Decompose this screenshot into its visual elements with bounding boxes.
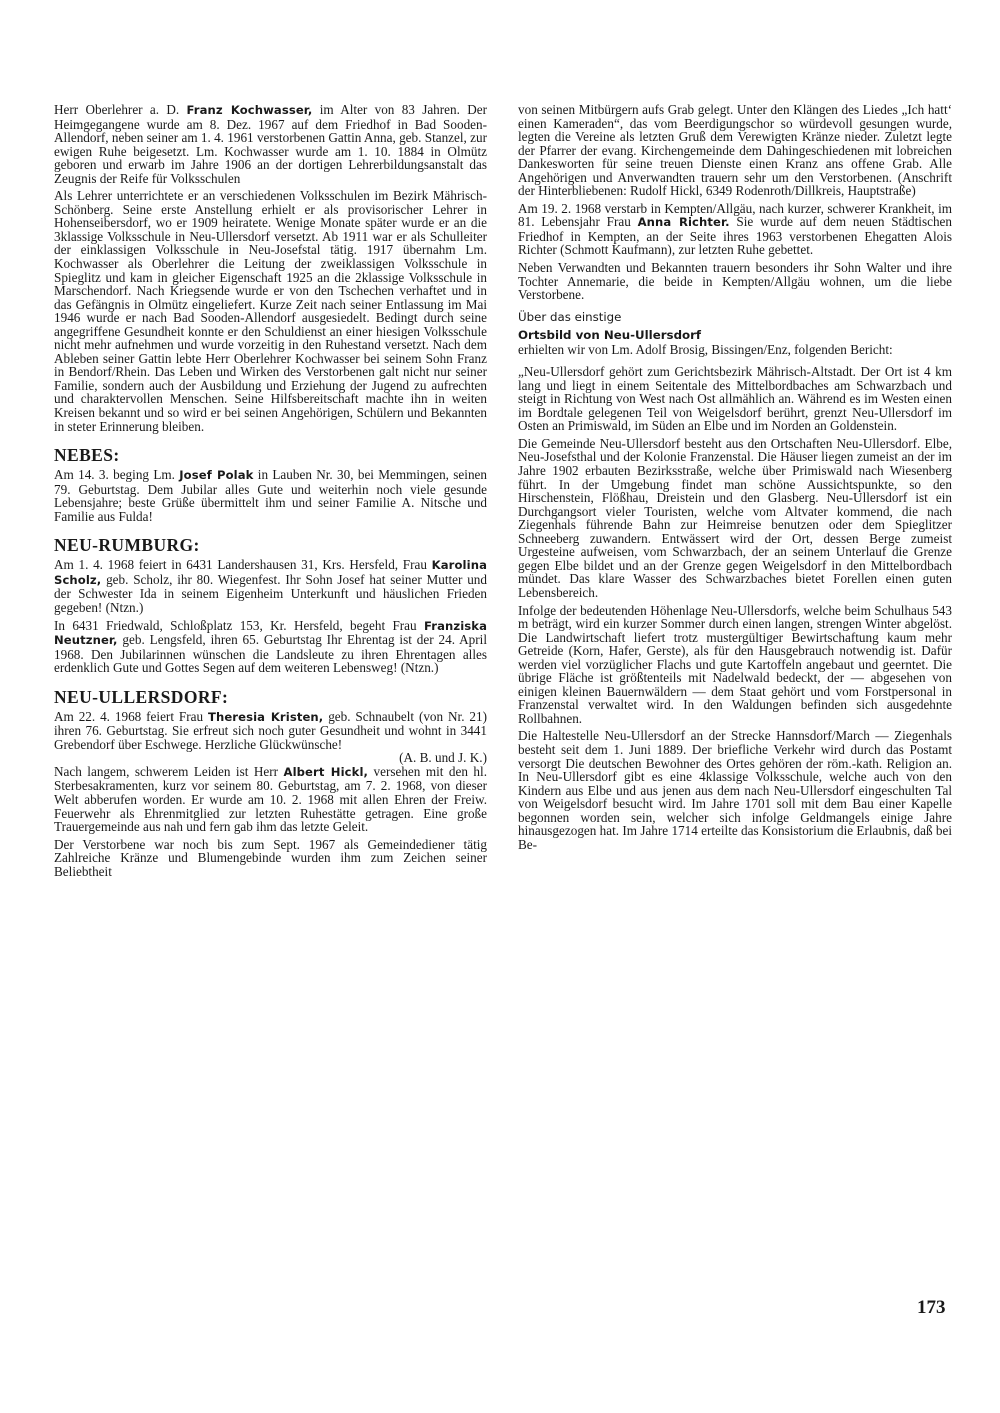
- article-source-line: erhielten wir von Lm. Adolf Brosig, Bissingen/Enz, folgenden Bericht:: [518, 341, 893, 357]
- richter-mourners-paragraph: Neben Verwandten und Bekannten trauern besonders ihr Sohn Walter und ihre Tochter Annemarie, die beide in Kempten/Allgäu wohnen, um die liebe Verstorbene.: [518, 260, 952, 303]
- hickl-service-paragraph: Der Verstorbene war noch bis zum Sept. 1967 als Gemeindediener tätig Zahlreiche Kränze und Blumengebinde wurden ihm zum Zeichen seiner Beliebtheit: [54, 836, 487, 879]
- signature: (A. B. und J. K.): [399, 750, 487, 766]
- person-name: Albert Hickl,: [283, 764, 369, 779]
- article-paragraph: Die Gemeinde Neu-Ullersdorf besteht aus den Ortschaften Neu-Ullersdorf. Elbe, Neu-Josefsthal und der Kolonie Franzenstal. Die Häuser liegen zumeist an der im Jahre 1902 erbauten Bezirksstraße, welche über Primiswald nach Wiesenberg führt. In der Umgebung findet man schöne Aussichtspunkte, so den Hirschenstein, Flößhau, Dreistein und den Glasberg. Neu-Ullersdorf ist ein Durchgangsort vieler Touristen, welche vom Altvater kommend, die nach Ziegenhals führende Bahn zur Heimreise benutzen oder dem Spieglitzer Schneeberg zuwandern. Entwässert wird der Ort, dessen Berge zumeist Urgesteine aufweisen, vom Schwarzbach, der an seinem Unterlauf die Grenze gegen Elbe bildet und an der Grenze gegen Weigelsdorf in den Mittelbordbach mündet. Das klare Wasser des Schwarzbaches bietet Forellen einen guten Lebensbereich.: [518, 435, 952, 600]
- richter-obituary-paragraph: Am 19. 2. 1968 verstarb in Kempten/Allgäu, nach kurzer, schwerer Krankheit, im 81. Lebensjahr Frau Anna Richter. Sie wurde auf dem neuen Städtischen Friedhof in Kempten, an der Seite ihres 1963 verstorbenen Ehegatten Alois Richter (Schmott Kaufmann), zur letzten Ruhe gebettet.: [518, 200, 952, 258]
- neutzner-birthday-paragraph: In 6431 Friedwald, Schloßplatz 153, Kr. Hersfeld, begeht Frau Franziska Neutzner, geb. Lengsfeld, ihren 65. Geburtstag Ihr Ehrentag ist der 24. April 1968. Den Jubilarinnen wünschen die Landsleute zu ihren Ehrentagen alles erdenklich Gute und Gottes Segen auf dem weiteren Lebensweg! (Ntzn.): [54, 617, 487, 676]
- person-name: Franz Kochwasser,: [186, 103, 313, 117]
- person-name: Anna Richter.: [637, 215, 730, 230]
- article-paragraph: Die Haltestelle Neu-Ullersdorf an der Strecke Hannsdorf/March — Ziegenhals besteht seit dem 1. Juni 1889. Der briefliche Verkehr wird durch das Postamt versorgt Die deutschen Bewohner des Ortes gehören der röm.-kath. Religion an. In Neu-Ullersdorf gibt es eine 4klassige Volksschule, welche auch von den Kindern aus Elbe und aus jenen aus dem nach Neu-Ullersdorf eingeschulten Tal von Weigelsdorf besucht wird. Im Jahre 1701 soll mit dem Bau einer Kapelle begonnen worden sein, welcher sich infolge Geldmangels einige Jahre hinausgezogen hat. Im Jahre 1714 erteilte das Konsistorium die Erlaubnis, daß bei Be-: [518, 728, 952, 852]
- kochwasser-obituary-paragraph: Herr Oberlehrer a. D. Franz Kochwasser, im Alter von 83 Jahren. Der Heimgegangene wurde am 8. Dez. 1967 auf dem Friedhof in Bad Sooden-Allendorf, neben seiner am 1. 4. 1961 verstorbenen Gattin Anna, geb. Stanzel, zur ewigen Ruhe beigesetzt. Lm. Kochwasser wurde am 1. 10. 1884 in Olmütz geboren und erwarb im Jahre 1906 an der dortigen Lehrerbildungsanstalt das Zeugnis der Reife für Volksschulen: [54, 102, 487, 186]
- person-name: Josef Polak: [179, 468, 254, 483]
- person-name: Franziska Neutzner,: [54, 618, 487, 648]
- kochwasser-biography-paragraph: Als Lehrer unterrichtete er an verschiedenen Volksschulen im Bezirk Mährisch-Schönberg. Seine erste Anstellung erhielt er als provisorischer Lehrer in Hohenseibersdorf, wo er 1909 heiratete. Wenige Monate später wurde er an die 3klassige Volksschule in Neu-Ullersdorf versetzt. Ab 1911 war er als Schulleiter der einklassigen Volksschule in Neu-Josefstal tätig. 1917 übernahm Lm. Kochwasser als Oberlehrer die Leitung der zweiklassigen Volksschule in Spieglitz und kam in gleicher Eigenschaft 1925 an die 2klassige Volksschule in Marschendorf. Nach Kriegsende wurde er von den Tschechen verhaftet und in das Gefängnis in Olmütz eingeliefert. Kurze Zeit nach seiner Entlassung im Mai 1946 wurde er nach Bad Sooden-Allendorf ausgesiedelt. Bedingt durch seine angegriffene Gesundheit konnte er den Schuldienst an einer hiesigen Volksschule nicht mehr aufnehmen und wurde vorzeitig in den Ruhestand versetzt. Nach dem Ableben seiner Gattin lebte Herr Oberlehrer Kochwasser bei seinem Sohn Franz in Bendorf/Rhein. Das Leben und Wirken des Verstorbenen galt nicht nur seiner Familie, sondern auch der Ausbildung und Erziehung der Jugend zu aufrechten und charaktervollen Menschen. Seine Hilfsbereitschaft machte ihn in weiten Kreisen bekannt und so wird er bei seinen Angehörigen, Schülern und Bekannten in steter Erinnerung bleiben.: [54, 188, 487, 434]
- right-column: [518, 103, 952, 855]
- section-heading-neu-rumburg: NEU-RUMBURG:: [54, 535, 200, 556]
- left-column: [54, 103, 487, 882]
- section-heading-neu-ullersdorf: NEU-ULLERSDORF:: [54, 686, 229, 707]
- scholz-birthday-paragraph: Am 1. 4. 1968 feiert in 6431 Landershausen 31, Krs. Hersfeld, Frau Karolina Scholz, geb. Scholz, ihr 80. Wiegenfest. Ihr Sohn Josef hat seiner Mutter und der Schwester Ida in seinem Eigenheim Unterkunft und häuslichen Frieden gegeben! (Ntzn.): [54, 557, 487, 615]
- article-paragraph: Infolge der bedeutenden Höhenlage Neu-Ullersdorfs, welche beim Schulhaus 543 m beträgt, wird ein kurzer Sommer durch einen langen, strengen Winter abgelöst. Die Landwirtschaft liefert trotz mustergültiger Bewirtschaftung kaum mehr Getreide (Korn, Hafer, Gerste), als für den Hausgebrauch notwendig ist. Dafür werden viel vorzüglicher Flachs und gute Kartoffeln angebaut und geerntet. Die übrige Fläche ist größtenteils mit Nadelwald bedeckt, der — abgesehen von einigen kleinen Bauernwäldern — dem Staat gehört und vom Forstpersonal in Franzenstal verwaltet wird. In den Waldungen befinden sich ausgedehnte Rollbahnen.: [518, 602, 952, 726]
- kristen-birthday-paragraph: Am 22. 4. 1968 feiert Frau Theresia Kristen, geb. Schnaubelt (von Nr. 21) ihren 76. Geburtstag. Sie erfreut sich noch guter Gesundheit und wohnt in 3441 Grebendorf über Eschwege. Herzliche Glückwünsche!: [54, 708, 487, 752]
- page-number: 173: [917, 1297, 946, 1318]
- nebes-birthday-paragraph: Am 14. 3. beging Lm. Josef Polak in Lauben Nr. 30, bei Memmingen, seinen 79. Geburtstag. Dem Jubilar alles Gute und weiterhin noch viele gesunde Lebensjahre; beste Grüße übermittelt ihm und seiner Familie A. Nitsche und Familie aus Fulda!: [54, 467, 487, 524]
- article-title: Ortsbild von Neu-Ullersdorf: [518, 327, 702, 342]
- hickl-obituary-paragraph: Nach langem, schwerem Leiden ist Herr Albert Hickl, versehen mit den hl. Sterbesakramenten, kurz vor seinem 80. Geburtstag, am 7. 2. 1968, von dieser Welt abberufen worden. Er wurde am 10. 2. 1968 mit allen Ehren der Freiw. Feuerwehr als Ehrenmitglied zur letzten Ruhestätte getragen. Eine große Trauergemeinde aus nah und fern gab ihm das letzte Geleit.: [54, 763, 487, 835]
- article-paragraph: „Neu-Ullersdorf gehört zum Gerichtsbezirk Mährisch-Altstadt. Der Ort ist 4 km lang und liegt in einem Seitentale des Mittelbordbaches am Schwarzbach und steigt in Richtung von West nach Ost allmählich an. Während es im Westen einen im Bordtale gelegenen Teil von Weigelsdorf berührt, grenzt Neu-Ullersdorf im Osten an Primiswald, im Süden an Elbe und im Norden an Goldenstein.: [518, 364, 952, 434]
- person-name: Theresia Kristen,: [207, 709, 324, 724]
- person-name: Karolina Scholz,: [54, 558, 487, 587]
- hickl-funeral-paragraph: von seinen Mitbürgern aufs Grab gelegt. Unter den Klängen des Liedes „Ich hatt‘ einen Kameraden“, das vom Beerdigungschor so würdevoll gesungen wurde, legten die Vereine als letzten Gruß dem Verewigten Kränze nieder. Zuletzt legte der Pfarrer der evang. Kirchengemeinde dem Dahingeschiedenen mit lobreichen Dankesworten für seine treuen Dienste einen Kranz ans offene Grab. Alle Angehörigen und Anverwandten trauern sehr um den Verstorbenen. (Anschrift der Hinterbliebenen: Rudolf Hickl, 6349 Rodenroth/Dillkreis, Hauptstraße): [518, 102, 952, 199]
- section-heading-nebes: NEBES:: [54, 445, 120, 466]
- article-intro: Über das einstige: [518, 309, 622, 324]
